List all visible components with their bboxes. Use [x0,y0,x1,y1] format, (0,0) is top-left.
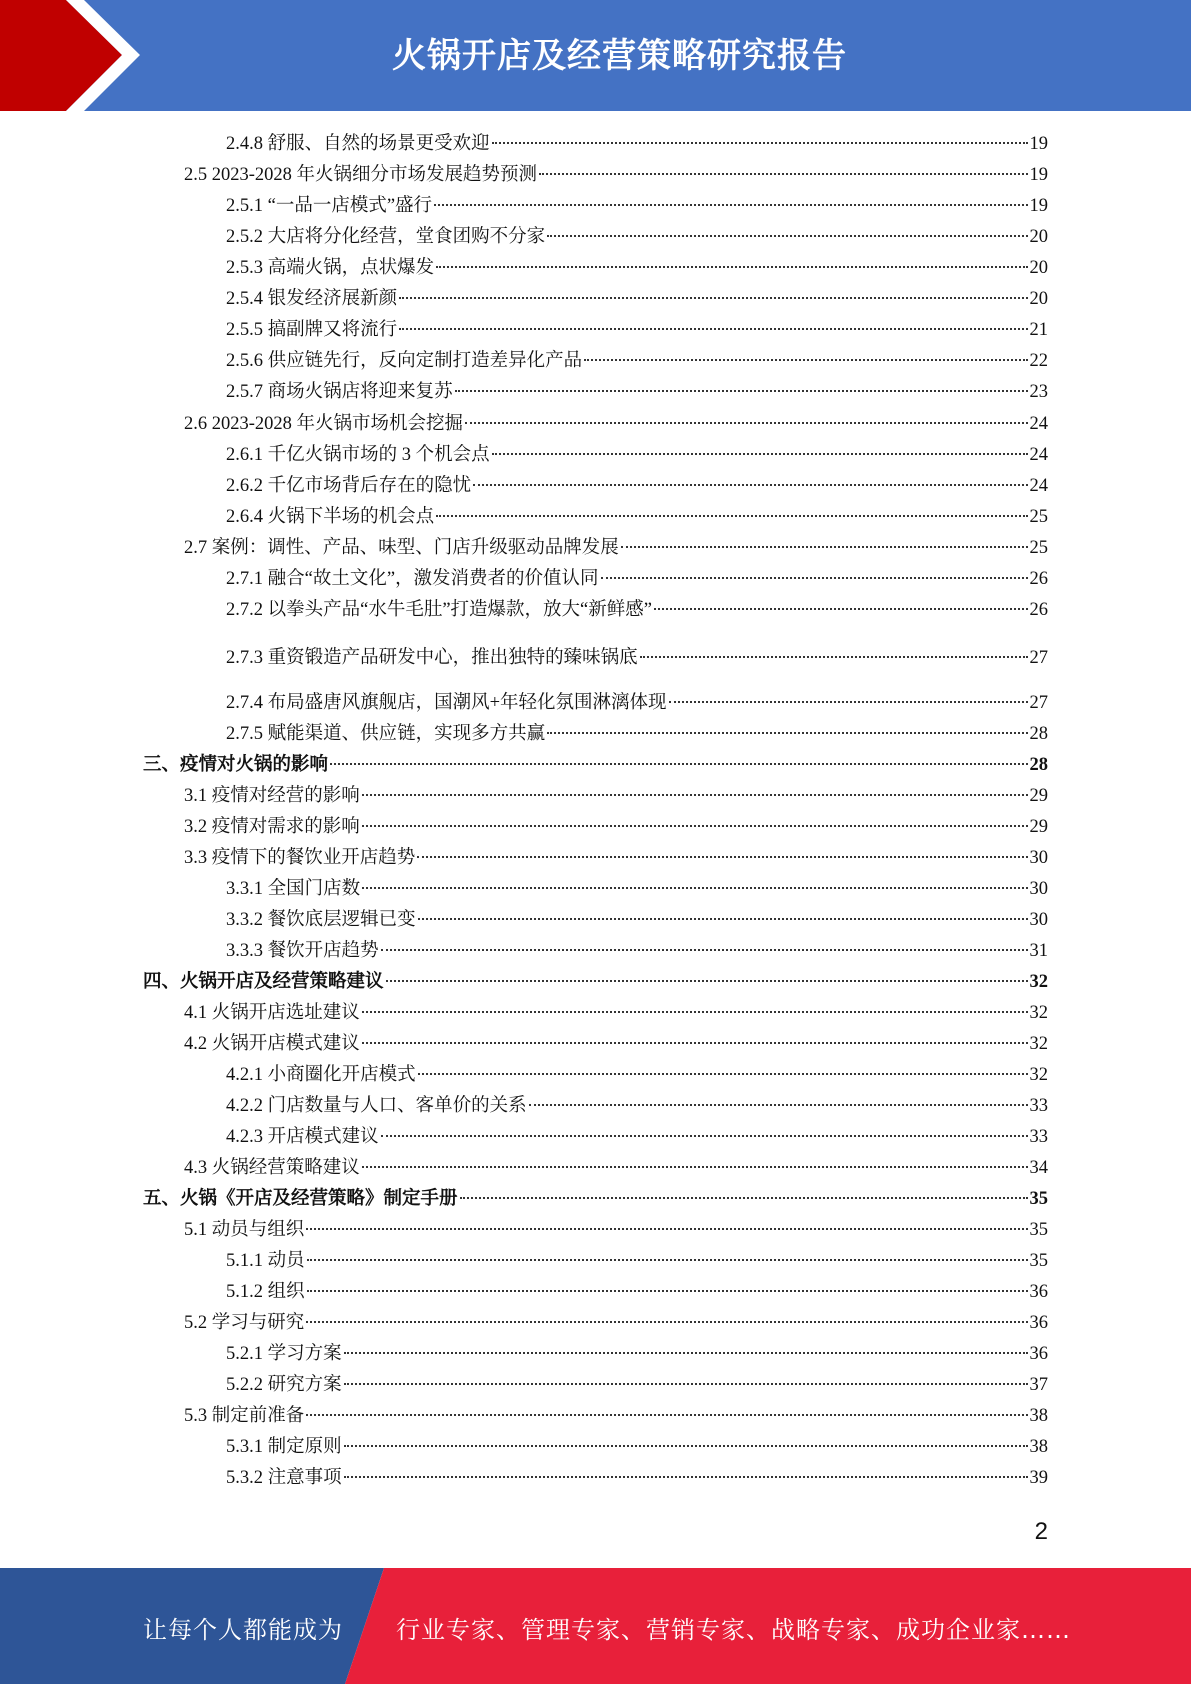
toc-leader-dots [465,422,1027,424]
toc-entry-title: 3.3.3 餐饮开店趋势 [226,941,379,961]
toc-entry-page: 38 [1029,1437,1048,1457]
toc-leader-dots [381,949,1028,951]
toc-entry-title: 2.6.1 千亿火锅市场的 3 个机会点 [226,445,490,465]
toc-entry[interactable] [226,348,1048,374]
toc-entry-title: 2.7.4 布局盛唐风旗舰店，国潮风+年轻化氛围淋漓体现 [226,693,667,713]
toc-entry[interactable] [184,1031,1048,1057]
toc-entry-title: 2.4.8 舒服、自然的场景更受欢迎 [226,134,490,154]
page-header [0,0,1191,111]
toc-entry[interactable] [226,645,1048,671]
toc-entry-title: 2.6.2 千亿市场背后存在的隐忧 [226,476,472,496]
toc-entry-page: 25 [1029,538,1048,558]
toc-entry-page: 36 [1029,1282,1048,1302]
toc-entry-title: 5.3 制定前准备 [184,1406,305,1426]
toc-entry[interactable] [226,317,1048,343]
toc-entry[interactable] [184,535,1048,561]
toc-entry[interactable] [226,1279,1048,1305]
toc-entry-page: 35 [1029,1189,1048,1209]
toc-leader-dots [362,887,1027,889]
toc-entry[interactable] [226,255,1048,281]
toc-entry-title: 5.2.1 学习方案 [226,1344,342,1364]
toc-entry-title: 3.3.2 餐饮底层逻辑已变 [226,910,416,930]
toc-leader-dots [307,1259,1028,1261]
toc-entry[interactable] [143,969,1048,995]
toc-entry-title: 5.2.2 研究方案 [226,1375,342,1395]
toc-leader-dots [307,1290,1028,1292]
toc-entry[interactable] [226,1372,1048,1398]
toc-entry[interactable] [143,752,1048,778]
toc-entry[interactable] [184,1310,1048,1336]
toc-entry[interactable] [184,1403,1048,1429]
toc-entry[interactable] [226,1093,1048,1119]
toc-entry-page: 23 [1029,382,1048,402]
toc-entry-page: 29 [1029,786,1048,806]
toc-leader-dots [492,142,1028,144]
toc-entry[interactable] [226,286,1048,312]
toc-entry-title: 4.2.2 门店数量与人口、客单价的关系 [226,1096,527,1116]
page-number: 2 [1034,1518,1048,1545]
toc-entry-title: 5.2 学习与研究 [184,1313,305,1333]
toc-entry[interactable] [226,1248,1048,1274]
toc-entry-title: 2.5.2 大店将分化经营，堂食团购不分家 [226,227,546,247]
toc-entry-title: 5.1.2 组织 [226,1282,305,1302]
toc-leader-dots [654,608,1028,610]
toc-entry-title: 4.1 火锅开店选址建议 [184,1003,360,1023]
toc-leader-dots [362,825,1028,827]
toc-leader-dots [539,173,1027,175]
toc-entry[interactable] [184,1000,1048,1026]
toc-entry[interactable] [226,442,1048,468]
toc-entry-title: 三、疫情对火锅的影响 [143,755,329,775]
toc-entry-title: 2.5.6 供应链先行，反向定制打造差异化产品 [226,351,583,371]
toc-entry-title: 2.7.3 重资锻造产品研发中心，推出独特的臻味锅底 [226,648,638,668]
toc-entry[interactable] [184,411,1048,437]
toc-entry-page: 19 [1029,196,1048,216]
toc-entry[interactable] [226,1341,1048,1367]
toc-leader-dots [386,980,1028,982]
toc-leader-dots [381,1135,1028,1137]
toc-entry-title: 2.7.2 以拳头产品“水牛毛肚”打造爆款，放大“新鲜感” [226,600,652,620]
toc-entry-title: 3.1 疫情对经营的影响 [184,786,360,806]
toc-leader-dots [473,484,1027,486]
toc-entry-page: 20 [1029,258,1048,278]
toc-leader-dots [601,577,1028,579]
toc-entry[interactable] [226,131,1048,157]
toc-entry[interactable] [184,814,1048,840]
toc-leader-dots [344,1383,1028,1385]
toc-entry-title: 4.2.1 小商圈化开店模式 [226,1065,416,1085]
toc-entry-page: 20 [1029,289,1048,309]
toc-entry-page: 36 [1029,1313,1048,1333]
toc-entry-page: 20 [1029,227,1048,247]
toc-leader-dots [621,546,1028,548]
toc-leader-dots [418,1073,1028,1075]
toc-entry-page: 22 [1029,351,1048,371]
toc-leader-dots [330,763,1027,765]
toc-entry[interactable] [184,1155,1048,1181]
toc-leader-dots [640,656,1028,658]
toc-leader-dots [399,328,1027,330]
toc-entry-title: 2.7 案例：调性、产品、味型、门店升级驱动品牌发展 [184,538,619,558]
toc-leader-dots [529,1104,1028,1106]
toc-leader-dots [669,701,1028,703]
footer-slogan-left: 让每个人都能成为 [143,1616,343,1644]
toc-entry-title: 2.7.1 融合“故土文化”，激发消费者的价值认同 [226,569,599,589]
toc-entry[interactable] [184,162,1048,188]
toc-entry-page: 34 [1029,1158,1048,1178]
toc-entry-page: 24 [1029,414,1048,434]
toc-leader-dots [344,1445,1028,1447]
toc-entry[interactable] [226,876,1048,902]
toc-entry-page: 32 [1029,1003,1048,1023]
toc-entry-title: 4.3 火锅经营策略建议 [184,1158,360,1178]
toc-entry-title: 五、火锅《开店及经营策略》制定手册 [143,1189,458,1209]
toc-entry-title: 5.1.1 动员 [226,1251,305,1271]
toc-leader-dots [460,1197,1028,1199]
toc-leader-dots [434,204,1027,206]
toc-leader-dots [306,1228,1027,1230]
toc-entry-page: 19 [1029,165,1048,185]
toc-entry-page: 33 [1029,1127,1048,1147]
toc-entry-title: 4.2.3 开店模式建议 [226,1127,379,1147]
toc-leader-dots [584,359,1027,361]
footer-slogan-right: 行业专家、管理专家、营销专家、战略专家、成功企业家…… [396,1616,1071,1644]
toc-entry[interactable] [184,1217,1048,1243]
toc-entry[interactable] [226,690,1048,716]
toc-leader-dots [362,1042,1028,1044]
toc-entry-page: 31 [1029,941,1048,961]
toc-entry-title: 5.3.1 制定原则 [226,1437,342,1457]
toc-entry[interactable] [226,597,1048,623]
toc-entry-title: 2.5.4 银发经济展新颜 [226,289,398,309]
toc-entry-title: 2.5 2023-2028 年火锅细分市场发展趋势预测 [184,165,538,185]
toc-leader-dots [344,1352,1028,1354]
toc-entry[interactable] [226,473,1048,499]
toc-leader-dots [547,732,1027,734]
toc-entry[interactable] [143,1186,1048,1212]
toc-leader-dots [399,297,1027,299]
toc-leader-dots [418,918,1028,920]
toc-entry[interactable] [226,1062,1048,1088]
toc-entry-title: 5.3.2 注意事项 [226,1468,342,1488]
toc-entry-title: 2.5.3 高端火锅，点状爆发 [226,258,435,278]
toc-entry-page: 39 [1029,1468,1048,1488]
toc-entry-page: 30 [1029,910,1048,930]
toc-leader-dots [362,794,1028,796]
toc-entry[interactable] [226,1465,1048,1491]
toc-entry-title: 2.7.5 赋能渠道、供应链，实现多方共赢 [226,724,546,744]
toc-entry-title: 四、火锅开店及经营策略建议 [143,972,384,992]
toc-entry-title: 3.2 疫情对需求的影响 [184,817,360,837]
toc-entry-title: 3.3 疫情下的餐饮业开店趋势 [184,848,416,868]
toc-entry[interactable] [184,845,1048,871]
toc-leader-dots [362,1166,1028,1168]
toc-entry-page: 36 [1029,1344,1048,1364]
toc-entry[interactable] [226,721,1048,747]
toc-entry-page: 33 [1029,1096,1048,1116]
toc-entry[interactable] [226,938,1048,964]
toc-entry-page: 30 [1029,879,1048,899]
toc-entry-title: 2.5.1 “一品一店模式”盛行 [226,196,433,216]
page-footer [0,1568,1191,1684]
toc-leader-dots [344,1476,1028,1478]
toc-entry-page: 27 [1029,693,1048,713]
toc-entry-title: 3.3.1 全国门店数 [226,879,361,899]
toc-entry-title: 4.2 火锅开店模式建议 [184,1034,360,1054]
toc-entry[interactable] [226,1124,1048,1150]
toc-leader-dots [306,1414,1027,1416]
toc-leader-dots [306,1321,1027,1323]
toc-entry[interactable] [226,504,1048,530]
toc-entry-page: 30 [1029,848,1048,868]
toc-entry-page: 32 [1029,972,1048,992]
toc-entry-page: 25 [1029,507,1048,527]
toc-entry-page: 28 [1029,755,1048,775]
toc-entry[interactable] [226,907,1048,933]
toc-entry-title: 2.6 2023-2028 年火锅市场机会挖掘 [184,414,464,434]
toc-leader-dots [436,266,1027,268]
toc-entry-page: 21 [1029,320,1048,340]
toc-entry[interactable] [226,566,1048,592]
toc-entry-page: 35 [1029,1220,1048,1240]
toc-entry-page: 29 [1029,817,1048,837]
toc-entry-title: 5.1 动员与组织 [184,1220,305,1240]
toc-entry-page: 26 [1029,600,1048,620]
toc-entry-page: 19 [1029,134,1048,154]
toc-entry-page: 32 [1029,1065,1048,1085]
toc-entry-page: 28 [1029,724,1048,744]
report-title: 火锅开店及经营策略研究报告 [392,36,847,76]
toc-entry-page: 24 [1029,476,1048,496]
toc-entry-page: 27 [1029,648,1048,668]
toc-leader-dots [417,856,1027,858]
toc-leader-dots [455,390,1028,392]
toc-entry-page: 24 [1029,445,1048,465]
toc-entry-title: 2.5.5 搞副牌又将流行 [226,320,398,340]
toc-leader-dots [547,235,1027,237]
toc-entry[interactable] [226,224,1048,250]
toc-entry[interactable] [226,379,1048,405]
toc-entry-page: 37 [1029,1375,1048,1395]
toc-leader-dots [362,1011,1028,1013]
toc-entry-page: 32 [1029,1034,1048,1054]
toc-entry-page: 38 [1029,1406,1048,1426]
toc-entry-page: 35 [1029,1251,1048,1271]
toc-entry-title: 2.5.7 商场火锅店将迎来复苏 [226,382,453,402]
toc-leader-dots [436,515,1027,517]
toc-entry[interactable] [184,783,1048,809]
toc-entry-page: 26 [1029,569,1048,589]
toc-entry[interactable] [226,193,1048,219]
toc-entry-title: 2.6.4 火锅下半场的机会点 [226,507,435,527]
toc-entry[interactable] [226,1434,1048,1460]
toc-leader-dots [492,453,1028,455]
